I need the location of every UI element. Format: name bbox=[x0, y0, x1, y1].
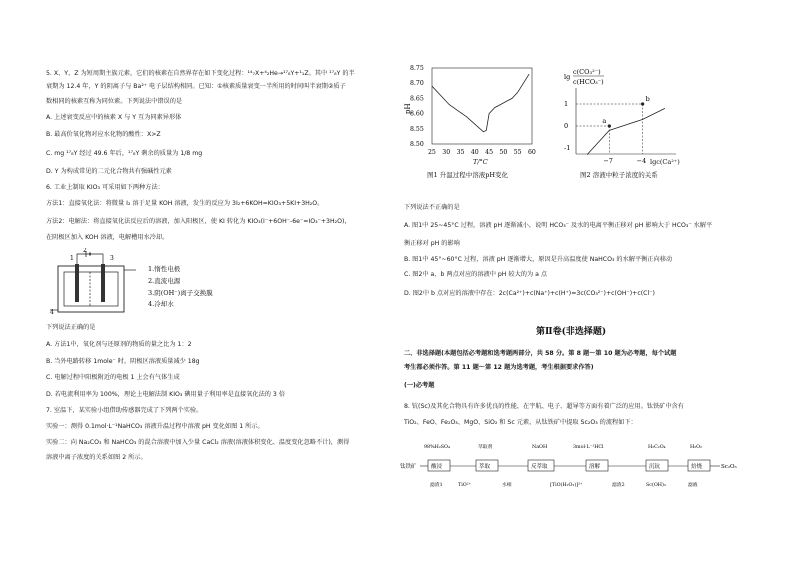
figure1-ytick: 8.55 bbox=[410, 125, 424, 133]
figure1-xtick: 25 bbox=[428, 149, 436, 156]
figure2-point-label: a bbox=[602, 117, 607, 125]
text-line: C. 图2中 a、b 两点对应的溶液中 pH 较大的为 a 点 bbox=[404, 271, 548, 278]
text-line: 实验一：测得 0.1mol·L⁻¹NaHCO₃ 溶液升温过程中溶液 pH 变化如图 1 所示。 bbox=[46, 423, 264, 430]
text-line: C. mg ¹⁷₈Y 经过 49.6 年后，¹⁷₈Y 剩余的质量为 1/8 mg bbox=[46, 150, 203, 157]
text-line: 衡正移对 pH 的影响 bbox=[404, 240, 460, 247]
figure1-xtick: 30 bbox=[442, 149, 451, 156]
figure2-xtick: −7 bbox=[603, 157, 613, 165]
process-flowchart bbox=[398, 438, 748, 494]
text-line: C. 电解过程中阳极附近的电极 1 上会有气体生成 bbox=[46, 374, 180, 381]
text-line: 溶液中离子浓度的关系如图 2 所示。 bbox=[46, 454, 147, 461]
figure2-xtick: −4 bbox=[636, 157, 647, 165]
flow-bottom-label: 滤渣1 bbox=[430, 483, 443, 488]
figure2-point-a bbox=[608, 124, 611, 127]
figure1-xtick: 45 bbox=[485, 149, 494, 156]
flow-top-label: 3mol·L⁻¹HCl bbox=[573, 445, 604, 450]
text-line: B. 最高价氧化物对应水化物的酸性：X>Z bbox=[46, 131, 161, 138]
text-line: 在阴极区加入 KOH 溶液，电解槽用水冷却。 bbox=[46, 234, 169, 241]
text-line: 数相同的核素互称为同位素。下列说法中错误的是 bbox=[46, 98, 183, 105]
electrolysis-cell-diagram bbox=[50, 248, 150, 318]
text-line: 8. 钪(Sc)及其化合物具有许多优良的性能，在宇航、电子、超导等方面有着广泛的应用。钛铁矿中含有 bbox=[404, 403, 684, 410]
cell-number-4: 4 bbox=[50, 309, 54, 316]
text-line: D. 图2中 b 点对应的溶液中存在：2c(Ca²⁺)+c(Na⁺)+c(H⁺)=3c(CO₃²⁻)+c(OH⁻)+c(Cl⁻) bbox=[404, 290, 655, 297]
figure1-ytick: 8.60 bbox=[410, 110, 424, 118]
flow-end: Sc₂O₃ bbox=[721, 464, 737, 470]
text-line: D. 若电流利用率为 100%，理论上电解法制 KIO₃ 碘用量子利用率是直接氧化法的 3 倍 bbox=[46, 391, 286, 398]
flow-bottom-label: Sc(OH)₃ bbox=[646, 483, 666, 488]
figure1-ytick: 8.50 bbox=[410, 141, 424, 148]
figure1-xtick: 50 bbox=[499, 149, 508, 156]
figure2-ylabel-denominator: c(HCO₃⁻) bbox=[573, 78, 604, 86]
figure2-ytick: -1 bbox=[564, 144, 571, 152]
text-line: 5. X、Y、Z 为短周期主族元素，它们的核素在自然界存在如下变化过程：¹⁴₇X+⁴₂He→¹⁷₈Y+¹₁Z。其中 ¹⁷₈Y 的半 bbox=[46, 70, 355, 77]
text-line: 方法1：直接氧化法：将微量 I₂ 溶于足量 KOH 溶液，发生的反应为 3I₂+6KOH=KIO₃+5KI+3H₂O。 bbox=[46, 200, 324, 207]
figure1-series-line bbox=[432, 74, 529, 132]
flow-bottom-label: 滤液 bbox=[688, 483, 698, 488]
subsection-title: (一)必考题 bbox=[404, 382, 435, 389]
figure1-xtick: 35 bbox=[456, 149, 465, 156]
cell-legend-item: 4.冷却水 bbox=[148, 300, 174, 308]
text-line: B. 当外电路转移 1mole⁻ 时，阴极区溶液质量减少 18g bbox=[46, 358, 200, 365]
text-line: A. 图1中 25~45°C 过程，溶液 pH 逐渐减小，说明 HCO₃⁻ 及水的电离平衡正移对 pH 影响大于 HCO₃⁻ 水解平 bbox=[404, 222, 713, 229]
text-line: 6. 工业上制取 KIO₃ 可采用如下两种方法： bbox=[46, 184, 164, 191]
text-line: D. Y 为构成常见的二元化合物共有强碱性元素 bbox=[46, 168, 172, 175]
flow-bottom-label: 滤渣2 bbox=[612, 483, 625, 488]
figure1-ytick: 8.75 bbox=[410, 65, 424, 72]
cell-number-2: 2 bbox=[83, 248, 87, 254]
flow-step: 溶解 bbox=[589, 464, 601, 470]
figure1-caption: 图1 升温过程中溶液pH变化 bbox=[427, 171, 509, 179]
flow-bottom-label: 水相 bbox=[502, 483, 512, 488]
flow-step: 反萃取 bbox=[531, 464, 548, 470]
flow-step: 酸浸 bbox=[431, 464, 443, 470]
text-line: 二、非选择题(本题包括必考题和选考题两部分，共 58 分。第 8 题～第 10 题为必考题，每个试题 bbox=[404, 350, 677, 357]
flow-bottom-label: TiO²⁺ bbox=[458, 483, 472, 488]
text-line: B. 图1中 45°~60°C 过程，溶液 pH 逐渐增大，原因是升高温度使 NaHCO₃ 的水解平衡正向移动 bbox=[404, 256, 673, 263]
text-line: 考生都必须作答。第 11 题～第 12 题为选考题，考生根据要求作答) bbox=[404, 364, 594, 371]
figure2-caption: 图2 溶液中粒子浓度的关系 bbox=[580, 171, 658, 179]
figure2-series-line bbox=[587, 108, 665, 154]
flow-top-label: 萃取剂 bbox=[478, 445, 493, 450]
flow-bottom-label: [TiO(H₂O₂)]²⁺ bbox=[550, 483, 583, 488]
figure1-xtick: 40 bbox=[470, 149, 479, 156]
cell-number-3: 3 bbox=[110, 255, 114, 262]
flow-step: 沉钪 bbox=[649, 464, 661, 470]
figure1-ytick: 8.65 bbox=[410, 95, 424, 103]
figure2-concentration-chart bbox=[556, 62, 696, 170]
cell-legend-item: 3.阴(OH⁻)离子交换膜 bbox=[148, 289, 213, 297]
figure2-point-b bbox=[641, 102, 644, 105]
cell-number-1: 1 bbox=[70, 255, 74, 262]
text-line: A. 方法1中，氧化剂与还原剂的物质的量之比为 1：2 bbox=[46, 341, 192, 348]
flow-top-label: H₂C₂O₄ bbox=[648, 445, 666, 450]
figure1-xtick: 60 bbox=[528, 149, 536, 156]
figure1-ytick: 8.70 bbox=[410, 80, 424, 88]
text-line: 实验二：向 Na₂CO₃ 和 NaHCO₃ 的混合溶液中加入少量 CaCl₂ 溶液(溶液体积变化、温度变化忽略不计)，测得 bbox=[46, 439, 350, 446]
figure1-xlabel: T/°C bbox=[473, 158, 488, 166]
section-title: 第Ⅱ卷(非选择题) bbox=[536, 327, 607, 337]
figure1-ylabel: pH bbox=[404, 103, 412, 114]
figure2-point-label: b bbox=[645, 95, 650, 103]
flow-step: 焙烧 bbox=[691, 464, 703, 470]
flow-step: 萃取 bbox=[479, 464, 491, 470]
figure1-xtick: 55 bbox=[513, 149, 522, 156]
flow-top-label: H₂O₂ bbox=[690, 445, 702, 450]
text-line: 方法2：电解法：将直接氧化法反应后的溶液，加入阳极区，使 KI 转化为 KIO₃(I⁻+6OH⁻-6e⁻=IO₃⁻+3H₂O)， bbox=[46, 218, 351, 225]
figure2-ytick: 1 bbox=[564, 100, 569, 108]
text-line: A. 上述衰变反应中的核素 X 与 Y 互为同素异形体 bbox=[46, 114, 182, 121]
text-line: TiO₂、FeO、Fe₂O₃、MgO、SiO₂ 和 Sc 元素，从钛铁矿中提取 Sc₂O₃ 的流程如下： bbox=[404, 419, 637, 426]
figure2-ylabel-prefix: lg bbox=[564, 73, 571, 81]
figure2-ylabel-numerator: c(CO₃²⁻) bbox=[573, 68, 601, 76]
flow-top-label: 98%H₂SO₄ bbox=[424, 445, 450, 450]
cell-legend-item: 1.惰性电极 bbox=[148, 265, 181, 273]
figure2-ytick: 0 bbox=[564, 122, 569, 130]
text-line: 下列说法正确的是 bbox=[46, 324, 96, 331]
figure2-xlabel: lgc(Ca²⁺) bbox=[650, 158, 680, 166]
flow-top-label: NaOH bbox=[532, 445, 548, 450]
cell-legend-item: 2.直流电源 bbox=[148, 277, 181, 285]
flow-start: 钛铁矿 bbox=[400, 464, 417, 470]
text-line: 衰期为 12.4 年，Y 的阴离子与 Ba²⁺ 电子层结构相同。已知：①核素质量衰变一半所用的时间叫半衰期②质子 bbox=[46, 83, 346, 90]
text-line: 7. 室温下，某实验小组借助传感器完成了下列两个实验。 bbox=[46, 407, 203, 414]
text-line: 下列说法不正确的是 bbox=[404, 204, 460, 211]
figure1-ph-chart bbox=[404, 62, 540, 162]
